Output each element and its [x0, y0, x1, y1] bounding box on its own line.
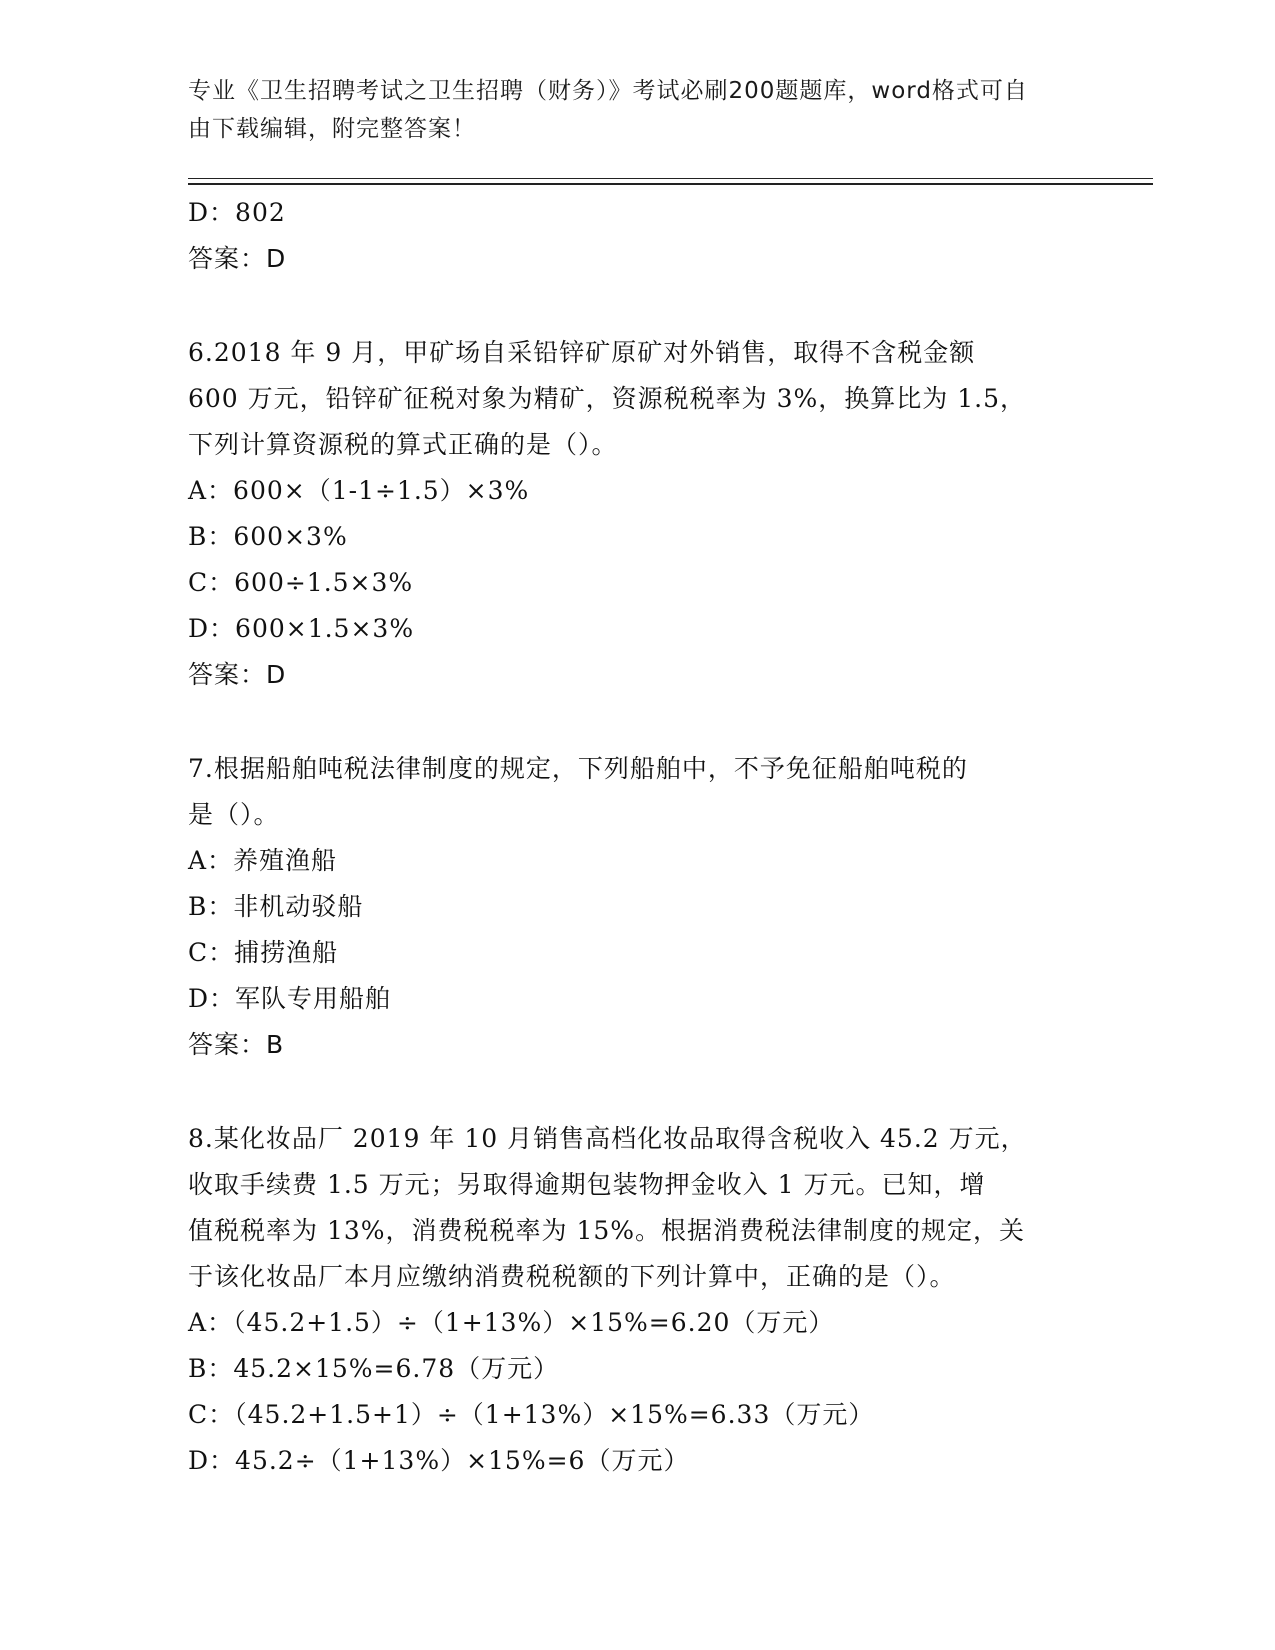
option-d: D：802 [188, 198, 286, 227]
option-b: B：600×3% [188, 522, 348, 551]
answer-line: 答案：B [188, 1030, 285, 1059]
option-a: A：600×（1-1÷1.5）×3% [188, 476, 530, 505]
header-divider-bottom [188, 183, 1153, 185]
option-c: C：捕捞渔船 [188, 938, 339, 967]
option-b: B：非机动驳船 [188, 892, 364, 921]
question-text-line: 是（）。 [188, 800, 280, 829]
option-a: A：（45.2+1.5）÷（1+13%）×15%=6.20（万元） [188, 1308, 835, 1337]
answer-line: 答案：D [188, 660, 287, 689]
question-text-line: 于该化妆品厂本月应缴纳消费税税额的下列计算中，正确的是（）。 [188, 1262, 956, 1291]
question-text-line: 8.某化妆品厂 2019 年 10 月销售高档化妆品取得含税收入 45.2 万元， [188, 1124, 1027, 1153]
question-text-line: 下列计算资源税的算式正确的是（）。 [188, 430, 618, 459]
option-d: D：45.2÷（1+13%）×15%=6（万元） [188, 1446, 690, 1475]
question-text [188, 330, 1088, 468]
question-text-line: 值税税率为 13%，消费税税率为 15%。根据消费税法律制度的规定，关 [188, 1216, 1026, 1245]
question-5-tail [188, 190, 1088, 282]
option-c: C：600÷1.5×3% [188, 568, 414, 597]
option-b: B：45.2×15%=6.78（万元） [188, 1354, 560, 1383]
answer-line: 答案：D [188, 244, 287, 273]
header-line-2: 由下载编辑，附完整答案！ [188, 116, 476, 142]
question-6 [188, 330, 1088, 698]
option-d: D：军队专用船舶 [188, 984, 392, 1013]
question-7 [188, 746, 1088, 1068]
question-text-line: 6.2018 年 9 月，甲矿场自采铅锌矿原矿对外销售，取得不含税金额 [188, 338, 976, 367]
question-text [188, 1116, 1088, 1300]
option-a: A：养殖渔船 [188, 846, 338, 875]
question-8 [188, 1116, 1088, 1484]
question-text-line: 600 万元，铅锌矿征税对象为精矿，资源税税率为 3%，换算比为 1.5， [188, 384, 1026, 413]
question-text-line: 收取手续费 1.5 万元；另取得逾期包装物押金收入 1 万元。已知，增 [188, 1170, 986, 1199]
question-text-line: 7.根据船舶吨税法律制度的规定，下列船舶中，不予免征船舶吨税的 [188, 754, 968, 783]
header-divider-top [188, 178, 1153, 179]
document-header [188, 72, 1068, 148]
option-c: C：（45.2+1.5+1）÷（1+13%）×15%=6.33（万元） [188, 1400, 875, 1429]
question-text [188, 746, 1088, 838]
document-body [188, 190, 1088, 1484]
option-d: D：600×1.5×3% [188, 614, 415, 643]
header-line-1: 专业《卫生招聘考试之卫生招聘（财务）》考试必刷200题题库，word格式可自 [188, 78, 1028, 104]
